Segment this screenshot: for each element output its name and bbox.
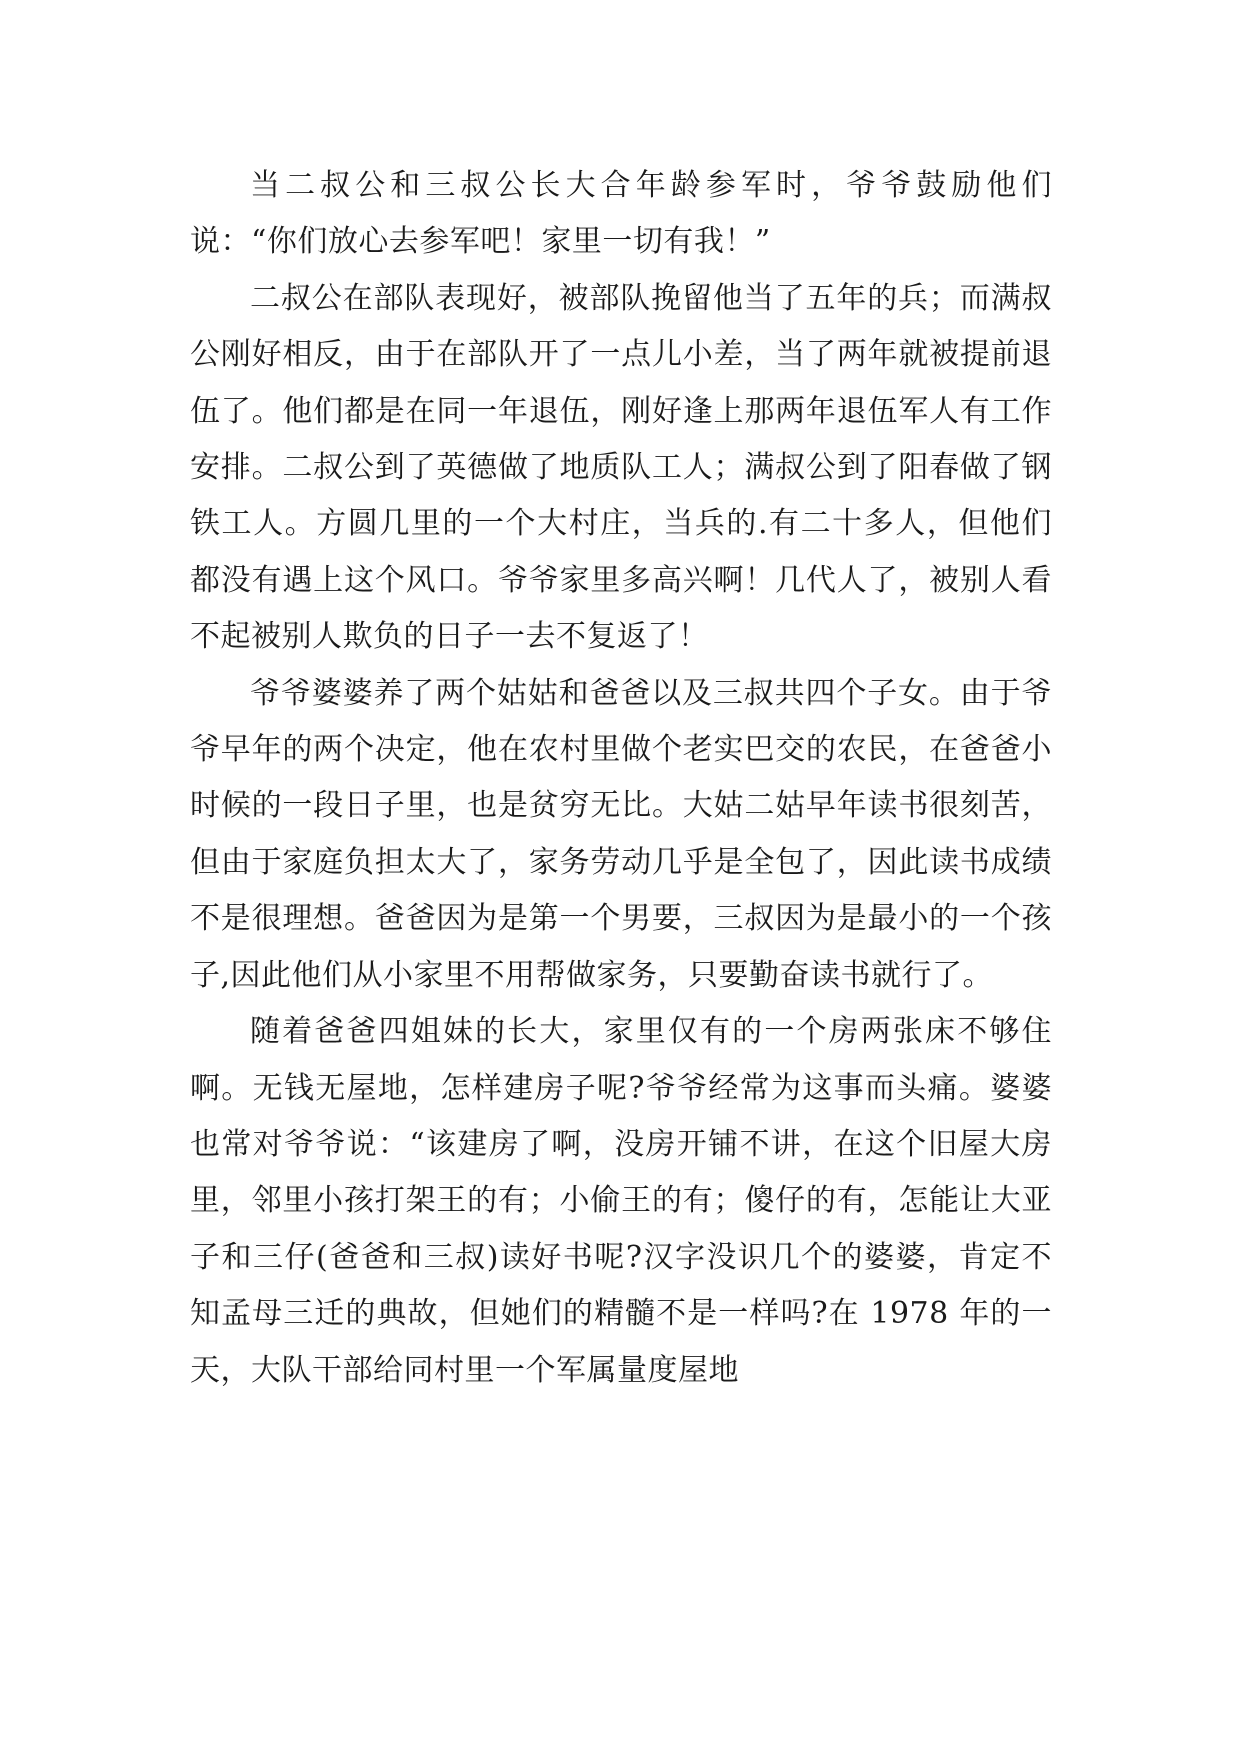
paragraph-1: 当二叔公和三叔公长大合年龄参军时，爷爷鼓励他们说：“你们放心去参军吧！家里一切有我！” <box>190 168 1052 260</box>
document-page <box>190 158 1052 1399</box>
paragraph-3: 爷爷婆婆养了两个姑姑和爸爸以及三叔共四个子女。由于爷爷早年的两个决定，他在农村里做个老实巴交的农民，在爸爸小时候的一段日子里，也是贫穷无比。大姑二姑早年读书很刻苦，但由于家庭负担太大了，家务劳动几乎是全包了，因此读书成绩不是很理想。爸爸因为是第一个男要，三叔因为是最小的一个孩子,因此他们从小家里不用帮做家务，只要勤奋读书就行了。 <box>190 675 1052 993</box>
paragraph-4: 随着爸爸四姐妹的长大，家里仅有的一个房两张床不够住啊。无钱无屋地，怎样建房子呢?爷爷经常为这事而头痛。婆婆也常对爷爷说：“该建房了啊，没房开铺不讲，在这个旧屋大房里，邻里小孩打架王的有；小偷王的有；傻仔的有，怎能让大亚子和三仔(爸爸和三叔)读好书呢?汉字没识几个的婆婆，肯定不知孟母三迁的典故，但她们的精髓不是一样吗?在 1978 年的一天，大队干部给同村里一个军属量度屋地 <box>190 1014 1052 1388</box>
paragraph-2: 二叔公在部队表现好，被部队挽留他当了五年的兵；而满叔公刚好相反，由于在部队开了一点儿小差，当了两年就被提前退伍了。他们都是在同一年退伍，刚好逢上那两年退伍军人有工作安排。二叔公到了英德做了地质队工人；满叔公到了阳春做了钢铁工人。方圆几里的一个大村庄，当兵的.有二十多人，但他们都没有遇上这个风口。爷爷家里多高兴啊！几代人了，被别人看不起被别人欺负的日子一去不复返了！ <box>190 280 1052 655</box>
